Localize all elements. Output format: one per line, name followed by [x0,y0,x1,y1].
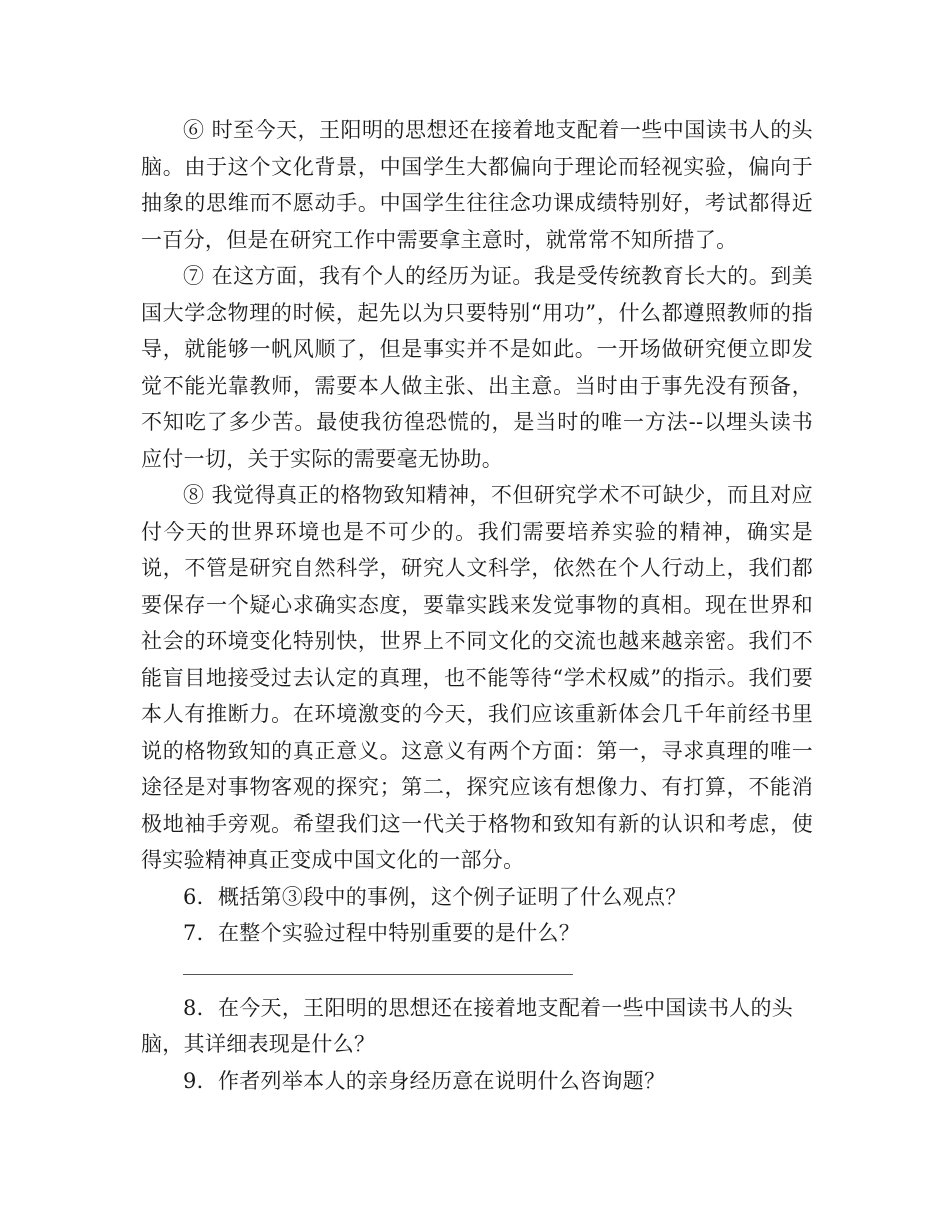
question-7: 7．在整个实验过程中特别重要的是什么？ [183,921,581,945]
answer-rule [183,974,573,975]
question-6: 6．概括第③段中的事例，这个例子证明了什么观点？ [183,884,687,909]
question-8: 8．在今天，王阳明的思想还在接着地支配着一些中国读书人的头脑，其详细表现是什么？ [141,995,794,1056]
paragraph-8: ⑧ 我觉得真正的格物致知精神，不但研究学术不可缺少，而且对应付今天的世界环境也是不可少的。我们需要培养实验的精神，确实是说，不管是研究自然科学，研究人文科学，依然在个人行动上，我们都要保存一个疑心求确实态度，要靠实践来发觉事物的真相。现在世界和社会的环境变化特别快，世界上不同文化的交流也越来越亲密。我们不能盲目地接受过去认定的真理，也不能等待“学术权威”的指示。我们要本人有推断力。在环境激变的今天，我们应该重新体会几千年前经书里说的格物致知的真正意义。这意义有两个方面：第一，寻求真理的唯一途径是对事物客观的探究；第二，探究应该有想像力、有打算，不能消极地袖手旁观。希望我们这一代关于格物和致知有新的认识和考虑，使得实验精神真正变成中国文化的一部分。 [141,483,813,872]
answer-line [141,952,813,990]
question-9: 9．作者列举本人的亲身经历意在说明什么咨询题？ [183,1068,666,1093]
paragraph-6: ⑥ 时至今天，王阳明的思想还在接着地支配着一些中国读书人的头脑。由于这个文化背景，中国学生大都偏向于理论而轻视实验，偏向于抽象的思维而不愿动手。中国学生往往念功课成绩特别好，考试都得近一百分，但是在研究工作中需要拿主意时，就常常不知所措了。 [141,118,813,252]
document-body [141,112,813,1099]
paragraph-7: ⑦ 在这方面，我有个人的经历为证。我是受传统教育长大的。到美国大学念物理的时候，起先以为只要特别“用功”，什么都遵照教师的指导，就能够一帆风顺了，但是事实并不是如此。一开场做研究便立即发觉不能光靠教师，需要本人做主张、出主意。当时由于事先没有预备，不知吃了多少苦。最使我彷徨恐慌的，是当时的唯一方法--以埋头读书应付一切，关于实际的需要毫无协助。 [141,264,813,471]
